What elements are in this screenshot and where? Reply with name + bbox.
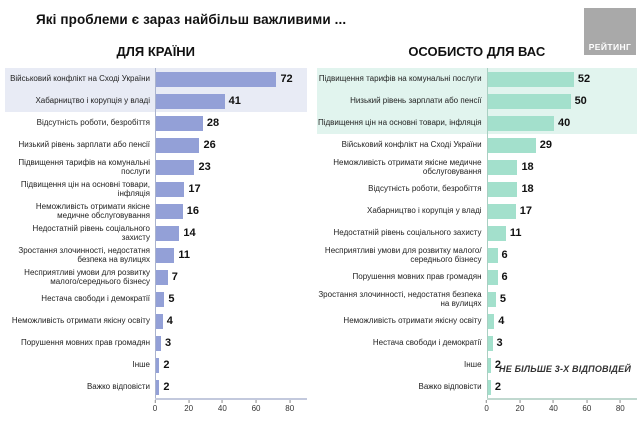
chart-row [5, 266, 307, 288]
x-axis [5, 398, 307, 414]
bar-cell [487, 244, 637, 266]
bar-cell [155, 288, 307, 310]
bar [156, 204, 183, 219]
tick-label: 80 [285, 404, 295, 413]
x-axis-tick [616, 400, 625, 413]
chart-row [5, 332, 307, 354]
tick-mark [486, 400, 487, 403]
bar-cell [155, 244, 307, 266]
chart-row [317, 332, 637, 354]
x-axis-tick [582, 400, 591, 413]
bar [488, 380, 491, 395]
bar [156, 182, 184, 197]
category-label: Підвищення тарифів на комунальні послуги [318, 74, 482, 84]
category-label: Порушення мовних прав громадян [352, 272, 482, 282]
chart-row [5, 244, 307, 266]
category-label: Інше [464, 360, 482, 370]
bar [156, 160, 194, 175]
bar-cell [155, 178, 307, 200]
bar [488, 138, 536, 153]
bar-cell [487, 178, 637, 200]
bar-value: 2 [163, 359, 170, 371]
bar [488, 182, 518, 197]
bar-value: 29 [539, 139, 552, 151]
bar-value: 2 [163, 381, 170, 393]
bar-value: 2 [494, 359, 501, 371]
bar-value: 72 [280, 73, 293, 85]
chart-row [317, 178, 637, 200]
x-axis-tick [153, 400, 157, 413]
category-label: Несприятливі умови для розвитку малого/середнього бізнесу [324, 245, 482, 264]
x-axis-tick [252, 400, 261, 413]
bar-cell [155, 222, 307, 244]
bar-cell [155, 200, 307, 222]
bar [156, 116, 203, 131]
bar [488, 160, 518, 175]
bar-value: 26 [203, 139, 216, 151]
bar-cell [155, 266, 307, 288]
category-label: Важко відповісти [418, 382, 482, 392]
tick-label: 0 [152, 404, 158, 413]
category-label: Важко відповісти [86, 382, 150, 392]
bar-value: 52 [577, 73, 591, 85]
axis-spacer [317, 398, 487, 414]
x-axis-tick [285, 400, 294, 413]
bar-value: 41 [228, 95, 241, 107]
tick-label: 60 [251, 404, 261, 413]
chart-row [5, 288, 307, 310]
tick-label: 20 [184, 404, 194, 413]
bar-value: 18 [521, 161, 534, 173]
bar-rows [317, 68, 637, 398]
x-axis-line [484, 398, 637, 414]
chart-for-country [5, 44, 307, 414]
axis-spacer [5, 398, 158, 414]
bar-cell [487, 200, 637, 222]
bar-cell [487, 134, 637, 156]
tick-mark [553, 400, 554, 403]
bar-value: 11 [509, 227, 522, 239]
category-label: Хабарництво і корупція у владі [367, 206, 482, 216]
tick-mark [222, 400, 223, 403]
chart-personally [317, 44, 637, 414]
bar [488, 94, 571, 109]
bar-cell [487, 90, 637, 112]
bar-value: 17 [188, 183, 201, 195]
category-label: Підвищення цін на основні товари, інфляція [317, 118, 482, 128]
bar-cell [487, 310, 637, 332]
bar [488, 116, 554, 131]
bar [156, 336, 161, 351]
bar-value: 50 [574, 95, 587, 107]
bar-cell [487, 68, 637, 90]
bar-value: 23 [198, 161, 211, 173]
x-axis-tick [549, 400, 558, 413]
tick-mark [586, 400, 587, 403]
category-label: Неможливість отримати якісне медичне обслуговування [333, 157, 482, 176]
bar-value: 16 [186, 205, 199, 217]
category-label: Хабарництво і корупція у владі [35, 96, 150, 106]
tick-mark [289, 400, 290, 403]
bar-value: 2 [494, 381, 501, 393]
chart-row [317, 244, 637, 266]
bar-value: 6 [501, 249, 508, 261]
bar [156, 292, 164, 307]
bar-cell [487, 376, 637, 398]
bar-value: 28 [206, 117, 220, 129]
bar-cell [155, 90, 307, 112]
chart-row [5, 376, 307, 398]
tick-mark [188, 400, 189, 403]
category-label: Відсутність роботи, безробіття [368, 184, 482, 194]
bar-value: 5 [499, 293, 506, 305]
chart-row [317, 200, 637, 222]
category-label: Несприятливі умови для розвитку малого/середнього бізнесу [24, 267, 150, 286]
bar [488, 270, 498, 285]
category-label: Неможливість отримати якісну освіту [11, 316, 150, 326]
page-title: Які проблеми є зараз найбільш важливими ... [36, 12, 347, 27]
tick-label: 80 [615, 404, 625, 413]
chart-row [317, 310, 637, 332]
bar-cell [155, 156, 307, 178]
category-label: Зростання злочинності, недостатня безпека на вулицях [18, 245, 150, 264]
chart-row [5, 112, 307, 134]
category-label: Відсутність роботи, безробіття [36, 118, 150, 128]
answers-limit-note: НЕ БІЛЬШЕ 3-Х ВІДПОВІДЕЙ [499, 364, 631, 374]
chart-row [5, 310, 307, 332]
bar [156, 358, 159, 373]
chart-row [5, 200, 307, 222]
bar [156, 94, 225, 109]
bar-value: 14 [183, 227, 196, 239]
tick-mark [620, 400, 621, 403]
bar-cell [487, 266, 637, 288]
tick-mark [154, 400, 155, 403]
category-label: Підвищення тарифів на комунальні послуги [18, 157, 150, 176]
category-label: Нестача свободи і демократії [41, 294, 150, 304]
bar [488, 314, 495, 329]
bar [156, 314, 163, 329]
category-label: Підвищення цін на основні товари, інфляція [20, 179, 150, 198]
bar-cell [487, 288, 637, 310]
tick-mark [519, 400, 520, 403]
chart-row [317, 376, 637, 398]
bar [156, 380, 159, 395]
chart-title-personally: ОСОБИСТО ДЛЯ ВАС [408, 44, 546, 59]
chart-row [5, 156, 307, 178]
bar [488, 72, 574, 87]
chart-row [317, 90, 637, 112]
bar [488, 336, 493, 351]
chart-row [317, 288, 637, 310]
bar-value: 3 [496, 337, 503, 349]
x-axis-tick [516, 400, 525, 413]
tick-label: 60 [582, 404, 592, 413]
bar-value: 4 [166, 315, 173, 327]
chart-row [5, 222, 307, 244]
bar [156, 270, 168, 285]
bar [488, 204, 516, 219]
bar-cell [155, 332, 307, 354]
x-axis-tick [218, 400, 227, 413]
chart-row [317, 68, 637, 90]
category-label: Порушення мовних прав громадян [20, 338, 150, 348]
chart-row [5, 178, 307, 200]
bar-cell [155, 354, 307, 376]
chart-row [5, 354, 307, 376]
bar [488, 248, 498, 263]
bar-value: 3 [165, 337, 172, 349]
category-label: Недостатній рівень соціального захисту [333, 228, 482, 238]
chart-row [317, 156, 637, 178]
bar-cell [155, 112, 307, 134]
bar [156, 72, 276, 87]
chart-row [317, 134, 637, 156]
bar-cell [487, 332, 637, 354]
bar [488, 226, 506, 241]
chart-row [317, 112, 637, 134]
rating-logo-label: РЕЙТИНГ [588, 42, 632, 52]
bar-value: 11 [178, 249, 191, 261]
bar-value: 18 [521, 183, 534, 195]
category-label: Зростання злочинності, недостатня безпека на вулицях [318, 289, 482, 308]
tick-label: 20 [515, 404, 525, 413]
bar [156, 138, 199, 153]
x-axis-tick [184, 400, 193, 413]
category-label: Неможливість отримати якісну освіту [343, 316, 482, 326]
chart-row [317, 222, 637, 244]
chart-row [5, 90, 307, 112]
bar-rows [5, 68, 307, 398]
x-axis-line [152, 398, 307, 414]
chart-title-country: ДЛЯ КРАЇНИ [116, 44, 196, 59]
charts-area [5, 44, 637, 414]
bar-cell [487, 156, 637, 178]
category-label: Низький рівень зарплати або пенсії [350, 96, 482, 106]
bar [488, 358, 491, 373]
bar-value: 5 [168, 293, 175, 305]
chart-row [317, 266, 637, 288]
category-label: Військовий конфлікт на Сході України [341, 140, 482, 150]
bar-cell [155, 310, 307, 332]
bar [156, 248, 174, 263]
bar-cell [487, 112, 637, 134]
x-axis-tick [484, 400, 488, 413]
bar-value: 40 [557, 117, 571, 129]
bar-value: 6 [501, 271, 508, 283]
bar-cell [155, 376, 307, 398]
bar-cell [155, 68, 307, 90]
bar [488, 292, 496, 307]
tick-label: 40 [548, 404, 558, 413]
category-label: Нестача свободи і демократії [372, 338, 482, 348]
chart-row [5, 68, 307, 90]
tick-label: 40 [217, 404, 227, 413]
category-label: Неможливість отримати якісне медичне обслуговування [35, 201, 150, 220]
tick-label: 0 [484, 404, 489, 413]
tick-mark [256, 400, 257, 403]
bar-value: 7 [171, 271, 178, 283]
bar-cell [155, 134, 307, 156]
chart-row [5, 134, 307, 156]
bar-value: 17 [519, 205, 533, 217]
category-label: Низький рівень зарплати або пенсії [18, 140, 150, 150]
bar-value: 4 [498, 315, 505, 327]
category-label: Військовий конфлікт на Сході України [10, 74, 150, 84]
category-label: Інше [132, 360, 150, 370]
x-axis [317, 398, 637, 414]
bar-cell [487, 222, 637, 244]
category-label: Недостатній рівень соціального захисту [32, 223, 150, 242]
bar [156, 226, 179, 241]
